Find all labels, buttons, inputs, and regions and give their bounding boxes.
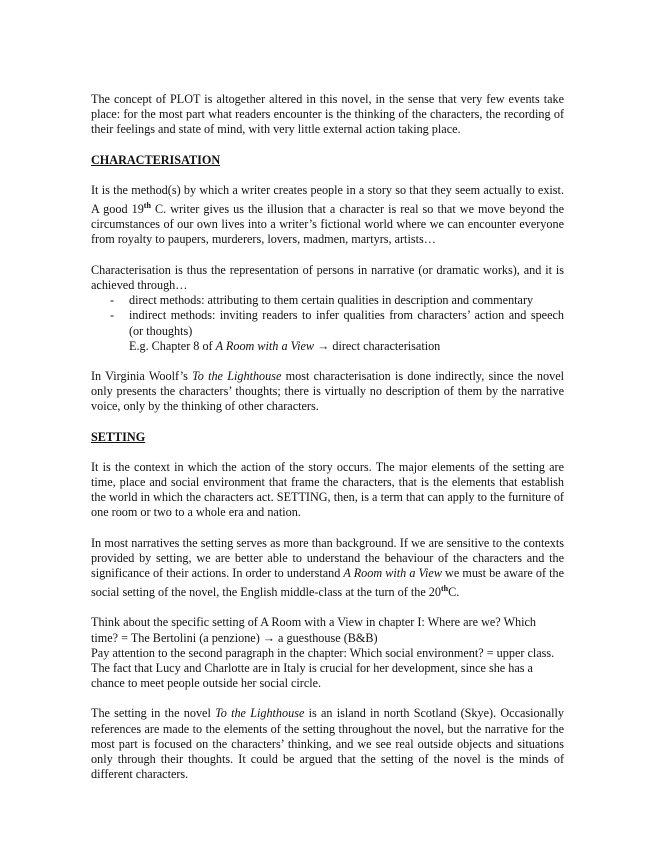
example-line: E.g. Chapter 8 of A Room with a View → direct characterisation (129, 338, 441, 353)
document-page (91, 92, 564, 782)
setting-paragraph-3: Think about the specific setting of A Room with a View in chapter I: Where are we? Which time? = The Bertolini (a penzione) → a guesthouse (B&B) (91, 615, 536, 645)
characterisation-paragraph-1: It is the method(s) by which a writer creates people in a story so that they seem actually to exist. A good 19th C. writer gives us the illusion that a character is real so that we move beyond the circumstances of our own lives into a writer’s fictional world where we can encounter everyone from royalty to paupers, murderers, lovers, madmen, martyrs, artists… (91, 182, 564, 247)
list-bullet: - (110, 293, 115, 308)
book-title: To the Lighthouse (192, 368, 282, 383)
intro-paragraph: The concept of PLOT is altogether altered in this novel, in the sense that very few events take place: for the most part what readers encounter is the thinking of the characters, the recording of their feelings and state of mind, with very little external action taking place. (91, 92, 564, 137)
setting-heading: SETTING (91, 429, 146, 444)
list-bullet: - (110, 308, 115, 323)
superscript-th: th (440, 584, 449, 594)
superscript-th: th (143, 201, 151, 211)
setting-paragraph-1: It is the context in which the action of the story occurs. The major elements of the setting are time, place and social environment that frame the characters, that is the elements that establish the world in which the characters act. SETTING, then, is a term that can apply to the furniture of one room or two to a whole era and nation. (91, 459, 564, 520)
characterisation-paragraph-3: In Virginia Woolf’s To the Lighthouse most characterisation is done indirectly, since the novel only presents the characters’ thoughts; there is virtually no description of them by the narrative voice, only by the thinking of other characters. (91, 368, 564, 414)
characterisation-methods-list (91, 293, 564, 339)
setting-paragraph-4: The setting in the novel To the Lighthouse is an island in north Scotland (Skye). Occasionally references are made to the elements of the setting throughout the novel, but the narrative for the most part is focused on the characters’ thinking, and we see real outside objects and situations only through their thoughts. It could be argued that the setting of the novel is the minds of different characters. (91, 706, 564, 782)
setting-paragraph-3b: Pay attention to the second paragraph in the chapter: Which social environment? = upper class. The fact that Lucy and Charlotte are in Italy is crucial for her development, since she has a chance to meet people outside her social circle. (91, 645, 555, 691)
characterisation-paragraph-2: Characterisation is thus the representation of persons in narrative (or dramatic works), and it is achieved through… (91, 262, 564, 292)
characterisation-heading: CHARACTERISATION (91, 152, 221, 167)
book-title: A Room with a View (215, 338, 315, 353)
book-title: To the Lighthouse (215, 706, 305, 721)
list-item: - direct methods: attributing to them certain qualities in description and commentary (110, 293, 534, 308)
setting-paragraph-2: In most narratives the setting serves as more than background. If we are sensitive to the contexts provided by setting, we are better able to understand the behaviour of the characters and the significance of their actions. In order to understand A Room with a View we must be aware of the social setting of the novel, the English middle-class at the turn of the 20thC. (91, 535, 565, 600)
list-item: - indirect methods: inviting readers to infer qualities from characters’ action and speech (or thoughts) (110, 308, 564, 338)
book-title: A Room with a View (343, 565, 442, 580)
